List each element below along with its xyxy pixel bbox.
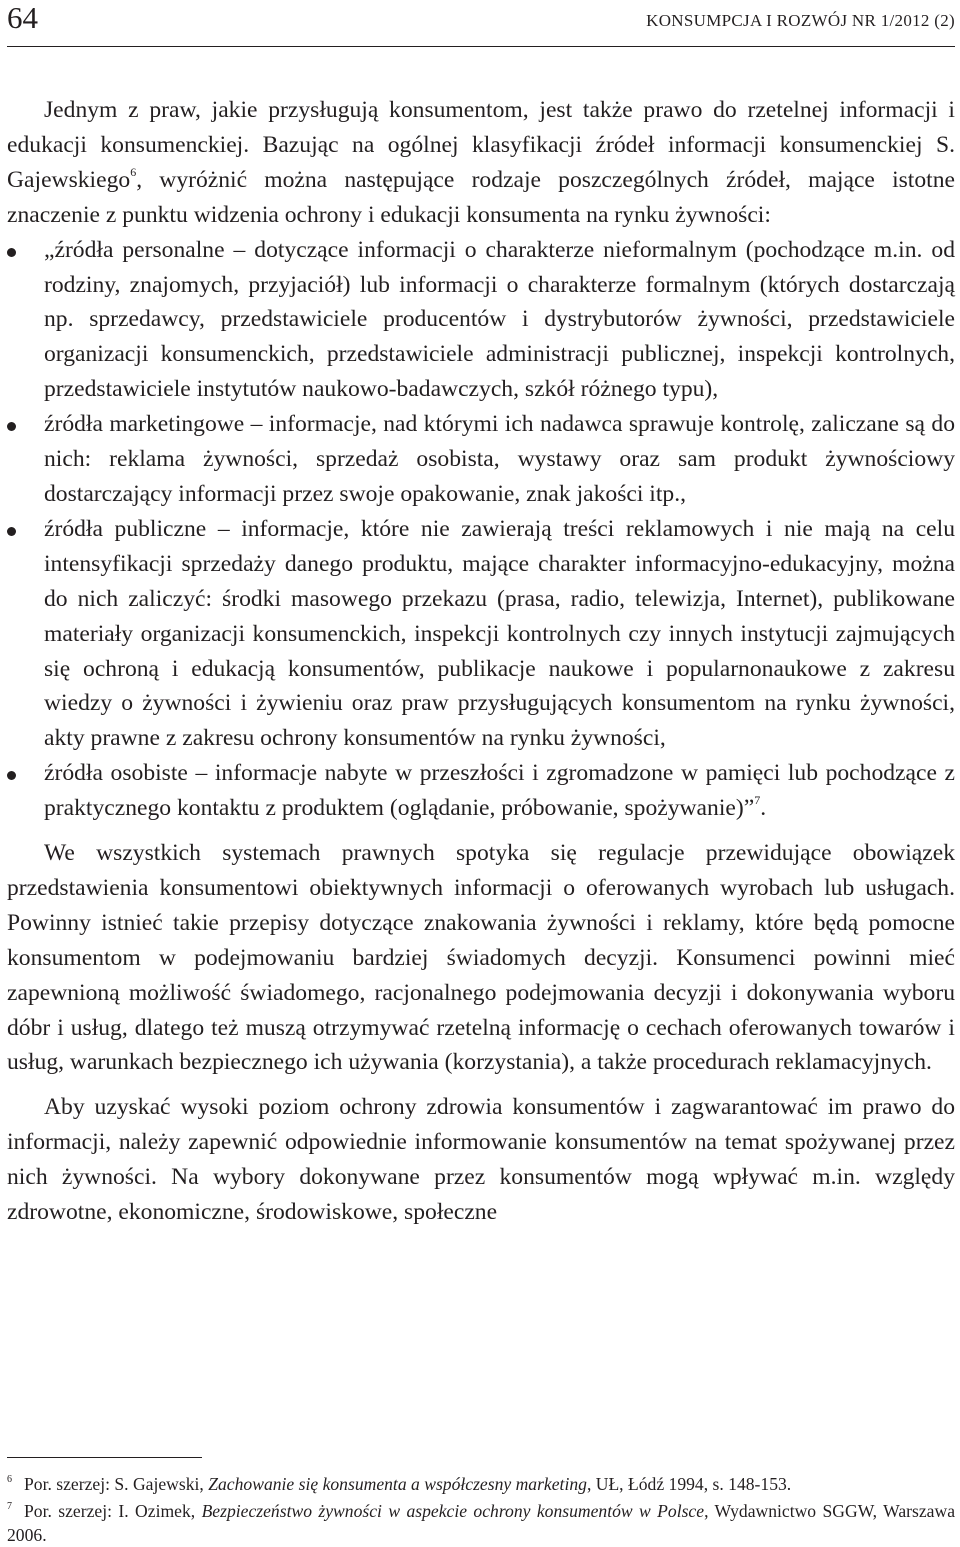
footnote-7: $^7$ Por. szerzej: I. Ozimek, Bezpieczeństwo żywności w aspekcie ochrony konsumentów w Polsce, Wydawnictwo SGGW, Warszawa 2006.: [7, 1501, 956, 1545]
bullet-icon: [7, 422, 16, 431]
main-text: [7, 93, 955, 1230]
intro-paragraph: Jednym z praw, jakie przysługują konsumentom, jest także prawo do rzetelnej informacji i edukacji konsumenckiej. Bazując na ogólnej klasyfikacji źródeł informacji konsumenckiej S. Gajewskiego$^6$, wyróżnić można następujące rodzaje poszczególnych źródeł, mające istotne znaczenie z punktu widzenia ochrony i edukacji konsumenta na rynku żywności:: [7, 97, 955, 228]
bullet-icon: [7, 771, 16, 780]
footnote-divider: [7, 1457, 202, 1458]
footnotes: [7, 1472, 955, 1547]
page-header: [7, 0, 955, 40]
cited-title: Zachowanie się konsumenta a współczesny marketing: [208, 1474, 587, 1494]
footnote-ref-6: 6: [130, 164, 137, 179]
list-item: źródła osobiste – informacje nabyte w przeszłości i zgromadzone w pamięci lub pochodzące z praktycznego kontaktu z produktem (oglądanie, próbowanie, spożywanie)”$^7$.: [7, 756, 955, 826]
cited-title: Bezpieczeństwo żywności w aspekcie ochrony konsumentów w Polsce: [201, 1501, 705, 1521]
footnote-6: $^6$ Por. szerzej: S. Gajewski, Zachowanie się konsumenta a współczesny marketing, UŁ, Łódź 1994, s. 148-153.: [7, 1474, 792, 1494]
header-divider: [7, 46, 955, 47]
bullet-icon: [7, 248, 16, 257]
bullet-icon: [7, 527, 16, 536]
list-item: źródła marketingowe – informacje, nad którymi ich nadawca sprawuje kontrolę, zaliczane są do nich: reklama żywności, sprzedaż osobista, wystawy oraz sam produkt żywnościowy dostarczający informacji przez swoje opakowanie, znak jakości itp.,: [7, 407, 955, 512]
source-types-list: [7, 233, 955, 826]
running-head: KONSUMPCJA I ROZWÓJ NR 1/2012 (2): [646, 11, 955, 30]
list-item: źródła publiczne – informacje, które nie zawierają treści reklamowych i nie mają na celu intensyfikacji sprzedaży danego produktu, mające charakter informacyjno-edukacyjny, można do nich zaliczyć: środki masowego przekazu (prasa, radio, telewizja, Internet), publikowane materiały organizacji konsumenckich, inspekcji kontrolnych czy innych instytucji zajmujących się ochroną i edukacją konsumentów, publikacje naukowe i popularnonaukowe z zakresu wiedzy o żywności i żywieniu oraz praw przysługujących konsumentom na rynku żywności, akty prawne z zakresu ochrony konsumentów na rynku żywności,: [7, 512, 955, 756]
footnote-number: 7: [7, 1501, 12, 1513]
paragraph: We wszystkich systemach prawnych spotyka się regulacje przewidujące obowiązek przedstawienia konsumentowi obiektywnych informacji o oferowanych wyrobach lub usługach. Powinny istnieć takie przepisy dotyczące znakowania żywności i reklamy, które będą pomocne konsumentom w podejmowaniu bardziej świadomych decyzji. Konsumenci powinni mieć zapewnioną możliwość świadomego, racjonalnego podejmowania decyzji i dokonywania wyboru dóbr i usług, dlatego też muszą otrzymywać rzetelną informację o cechach oferowanych towarów i usług, warunkach bezpiecznego ich używania (korzystania), a także procedurach reklamacyjnych.: [7, 840, 955, 1076]
list-item: „źródła personalne – dotyczące informacji o charakterze nieformalnym (pochodzące m.in. od rodziny, znajomych, przyjaciół) lub informacji o charakterze formalnym (których dostarczają np. sprzedawcy, przedstawiciele producentów i dystrybutorów żywności, przedstawiciele organizacji konsumenckich, przedstawiciele administracji publicznej, inspekcji kontrolnych, przedstawiciele instytutów naukowo-badawczych, szkół różnego typu),: [7, 233, 955, 408]
page-number: 64: [7, 0, 38, 35]
footnote-ref-7: 7: [754, 793, 761, 808]
footnote-number: 6: [7, 1474, 12, 1486]
paragraph: Aby uzyskać wysoki poziom ochrony zdrowia konsumentów i zagwarantować im prawo do informacji, należy zapewnić odpowiednie informowanie konsumentów na temat spożywanej przez nich żywności. Na wybory dokonywane przez konsumentów mogą wpływać m.in. względy zdrowotne, ekonomiczne, środowiskowe, społeczne: [7, 1094, 955, 1226]
